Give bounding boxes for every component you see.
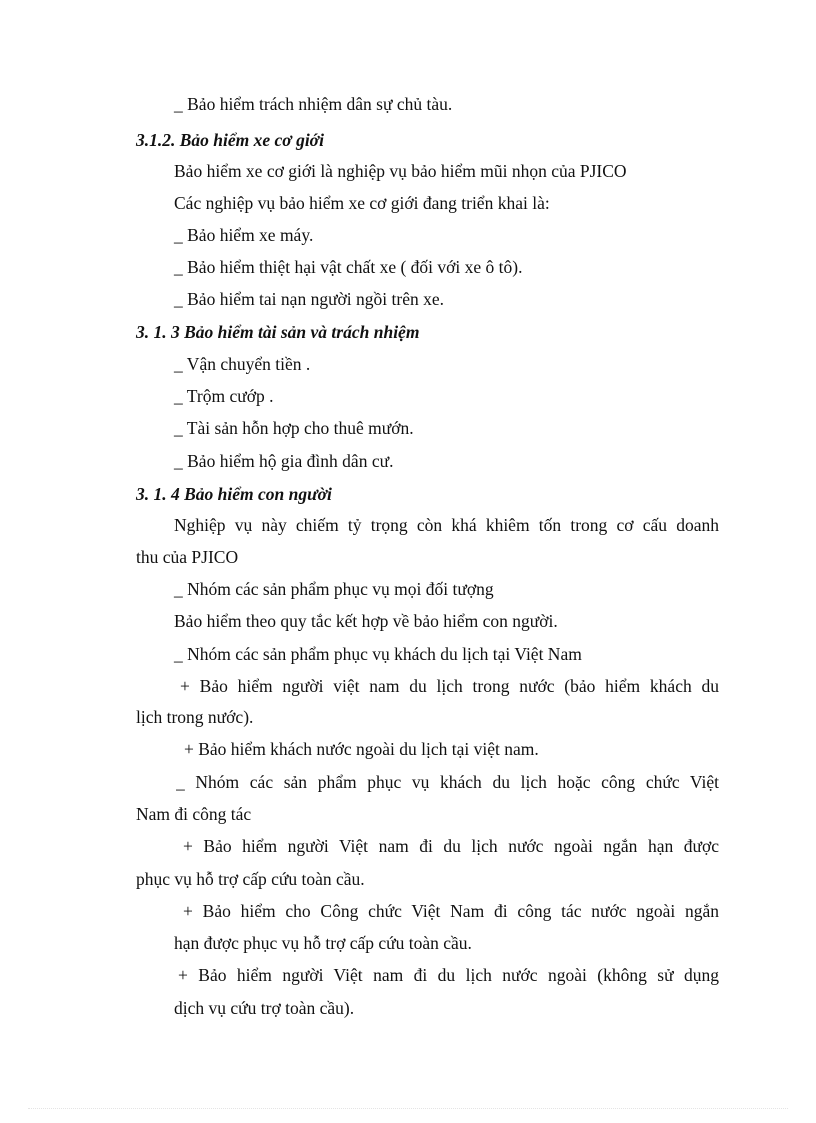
- text-line: _ Bảo hiểm trách nhiệm dân sự chủ tàu.: [174, 94, 453, 114]
- sub-list-item: + Bảo hiểm người Việt nam đi du lịch nước ngoài (không sử dụng: [178, 965, 719, 985]
- text-line: Bảo hiểm xe cơ giới là nghiệp vụ bảo hiểm mũi nhọn của PJICO: [174, 161, 627, 181]
- list-item: _ Bảo hiểm hộ gia đình dân cư.: [174, 451, 394, 471]
- text-line: Bảo hiểm theo quy tắc kết hợp về bảo hiểm con người.: [174, 611, 558, 631]
- paragraph-line: Nghiệp vụ này chiếm tỷ trọng còn khá khiêm tốn trong cơ cấu doanh: [174, 515, 719, 535]
- list-item: _ Vận chuyển tiền .: [174, 354, 311, 374]
- list-item-cont: Nam đi công tác: [136, 804, 252, 824]
- list-item: _ Bảo hiểm xe máy.: [174, 225, 314, 245]
- list-item: _ Nhóm các sản phẩm phục vụ khách du lịch tại Việt Nam: [174, 644, 582, 664]
- list-item: _ Trộm cướp .: [174, 386, 274, 406]
- list-item: _ Tài sản hỗn hợp cho thuê mướn.: [174, 418, 414, 438]
- sub-list-item: + Bảo hiểm cho Công chức Việt Nam đi công tác nước ngoài ngắn: [183, 901, 719, 921]
- list-item: _ Nhóm các sản phẩm phục vụ khách du lịch hoặc công chức Việt: [176, 772, 719, 792]
- section-heading-3-1-2: 3.1.2. Bảo hiểm xe cơ giới: [136, 130, 324, 150]
- section-heading-3-1-4: 3. 1. 4 Bảo hiểm con người: [136, 484, 332, 504]
- sub-list-item-cont: hạn được phục vụ hỗ trợ cấp cứu toàn cầu.: [174, 933, 472, 953]
- list-item: _ Nhóm các sản phẩm phục vụ mọi đối tượng: [174, 579, 494, 599]
- sub-list-item: + Bảo hiểm khách nước ngoài du lịch tại việt nam.: [184, 739, 539, 759]
- list-item: _ Bảo hiểm thiệt hại vật chất xe ( đối với xe ô tô).: [174, 257, 523, 277]
- sub-list-item: + Bảo hiểm người việt nam du lịch trong nước (bảo hiểm khách du: [180, 676, 719, 696]
- paragraph-line: thu của PJICO: [136, 547, 239, 567]
- sub-list-item-cont: dịch vụ cứu trợ toàn cầu).: [174, 998, 355, 1018]
- page-footer-divider: [28, 1108, 788, 1109]
- list-item: _ Bảo hiểm tai nạn người ngồi trên xe.: [174, 289, 445, 309]
- section-heading-3-1-3: 3. 1. 3 Bảo hiểm tài sản và trách nhiệm: [136, 322, 420, 342]
- text-line: Các nghiệp vụ bảo hiểm xe cơ giới đang triển khai là:: [174, 193, 550, 213]
- sub-list-item-cont: phục vụ hỗ trợ cấp cứu toàn cầu.: [136, 869, 365, 889]
- sub-list-item: + Bảo hiểm người Việt nam đi du lịch nước ngoài ngắn hạn được: [183, 836, 719, 856]
- sub-list-item-cont: lịch trong nước).: [136, 707, 254, 727]
